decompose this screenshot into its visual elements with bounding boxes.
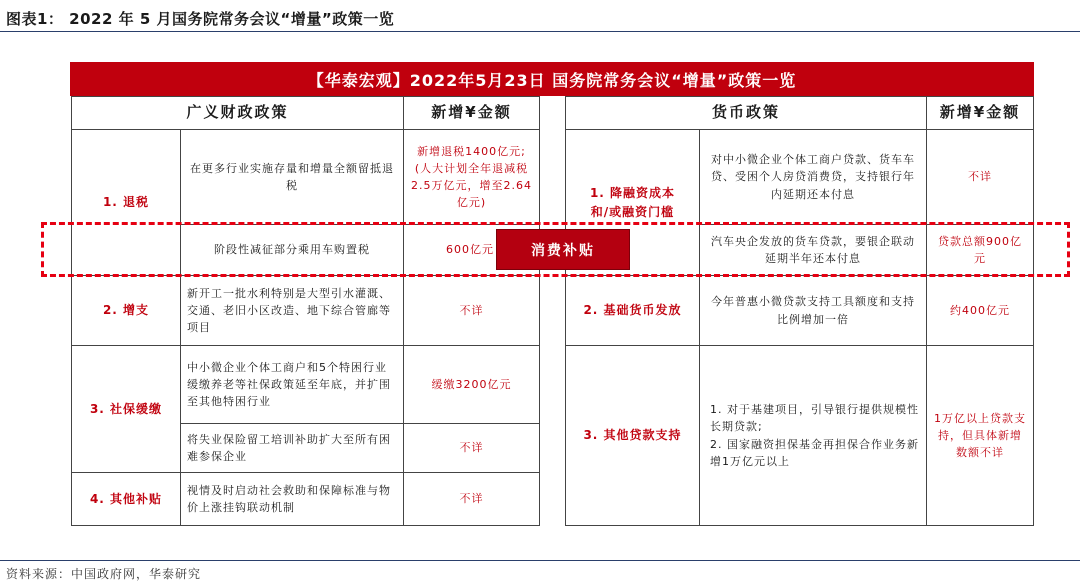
header-fiscal: 广义财政政策	[71, 96, 404, 130]
fiscal-amount-6: 不详	[403, 472, 540, 526]
category-social-security: 3. 社保缓缴	[71, 345, 181, 473]
figure-title: 图表1： 2022 年 5 月国务院常务会议“增量”政策一览	[6, 10, 395, 28]
fiscal-desc-4: 中小微企业个体工商户和5个特困行业缓缴养老等社保政策延至年底，并扩围至其他特困行业	[180, 345, 404, 424]
fiscal-desc-1: 在更多行业实施存量和增量全额留抵退税	[180, 129, 404, 225]
monetary-amount-2: 贷款总额900亿元	[926, 224, 1034, 276]
monetary-amount-4: 1万亿以上贷款支持，但具体新增数额不详	[926, 345, 1034, 526]
fiscal-amount-2: 600亿元	[403, 224, 540, 276]
monetary-amount-3: 约400亿元	[926, 275, 1034, 346]
table-banner: 【华泰宏观】2022年5月23日 国务院常务会议“增量”政策一览	[70, 62, 1034, 96]
monetary-desc-2: 汽车央企发放的货车贷款，要银企联动延期半年还本付息	[699, 224, 927, 276]
bottom-rule	[0, 560, 1080, 561]
monetary-desc-1: 对中小微企业个体工商户贷款、货车车贷、受困个人房贷消费贷，支持银行年内延期还本付息	[699, 129, 927, 225]
header-monetary: 货币政策	[565, 96, 927, 130]
fiscal-amount-1: 新增退税1400亿元; (人大计划全年退减税2.5万亿元，增至2.64亿元)	[403, 129, 540, 225]
category-lower-financing-cost: 1. 降融资成本 和/或融资门槛	[565, 129, 700, 276]
fiscal-desc-3: 新开工一批水利特别是大型引水灌溉、交通、老旧小区改造、地下综合管廊等项目	[180, 275, 404, 346]
category-other-loan-support: 3. 其他贷款支持	[565, 345, 700, 526]
monetary-desc-3: 今年普惠小微贷款支持工具额度和支持比例增加一倍	[699, 275, 927, 346]
category-other-subsidy: 4. 其他补贴	[71, 472, 181, 526]
category-spending: 2. 增支	[71, 275, 181, 346]
top-rule	[0, 31, 1080, 32]
fiscal-desc-2: 阶段性减征部分乘用车购置税	[180, 224, 404, 276]
fiscal-amount-3: 不详	[403, 275, 540, 346]
monetary-desc-4: 1. 对于基建项目，引导银行提供规模性长期贷款; 2. 国家融资担保基金再担保合作业务新增1万亿元以上	[699, 345, 927, 526]
fiscal-desc-5: 将失业保险留工培训补助扩大至所有困难参保企业	[180, 423, 404, 473]
fiscal-desc-6: 视情及时启动社会救助和保障标准与物价上涨挂钩联动机制	[180, 472, 404, 526]
source-note: 资料来源：中国政府网，华泰研究	[6, 567, 202, 581]
consumption-subsidy-label: 消费补贴	[496, 229, 630, 270]
fiscal-amount-5: 不详	[403, 423, 540, 473]
header-fiscal-amount: 新增¥金额	[403, 96, 540, 130]
category-tax-refund: 1. 退税	[71, 129, 181, 276]
category-base-money: 2. 基础货币发放	[565, 275, 700, 346]
monetary-amount-1: 不详	[926, 129, 1034, 225]
header-monetary-amount: 新增¥金额	[926, 96, 1034, 130]
fiscal-amount-4: 缓缴3200亿元	[403, 345, 540, 424]
